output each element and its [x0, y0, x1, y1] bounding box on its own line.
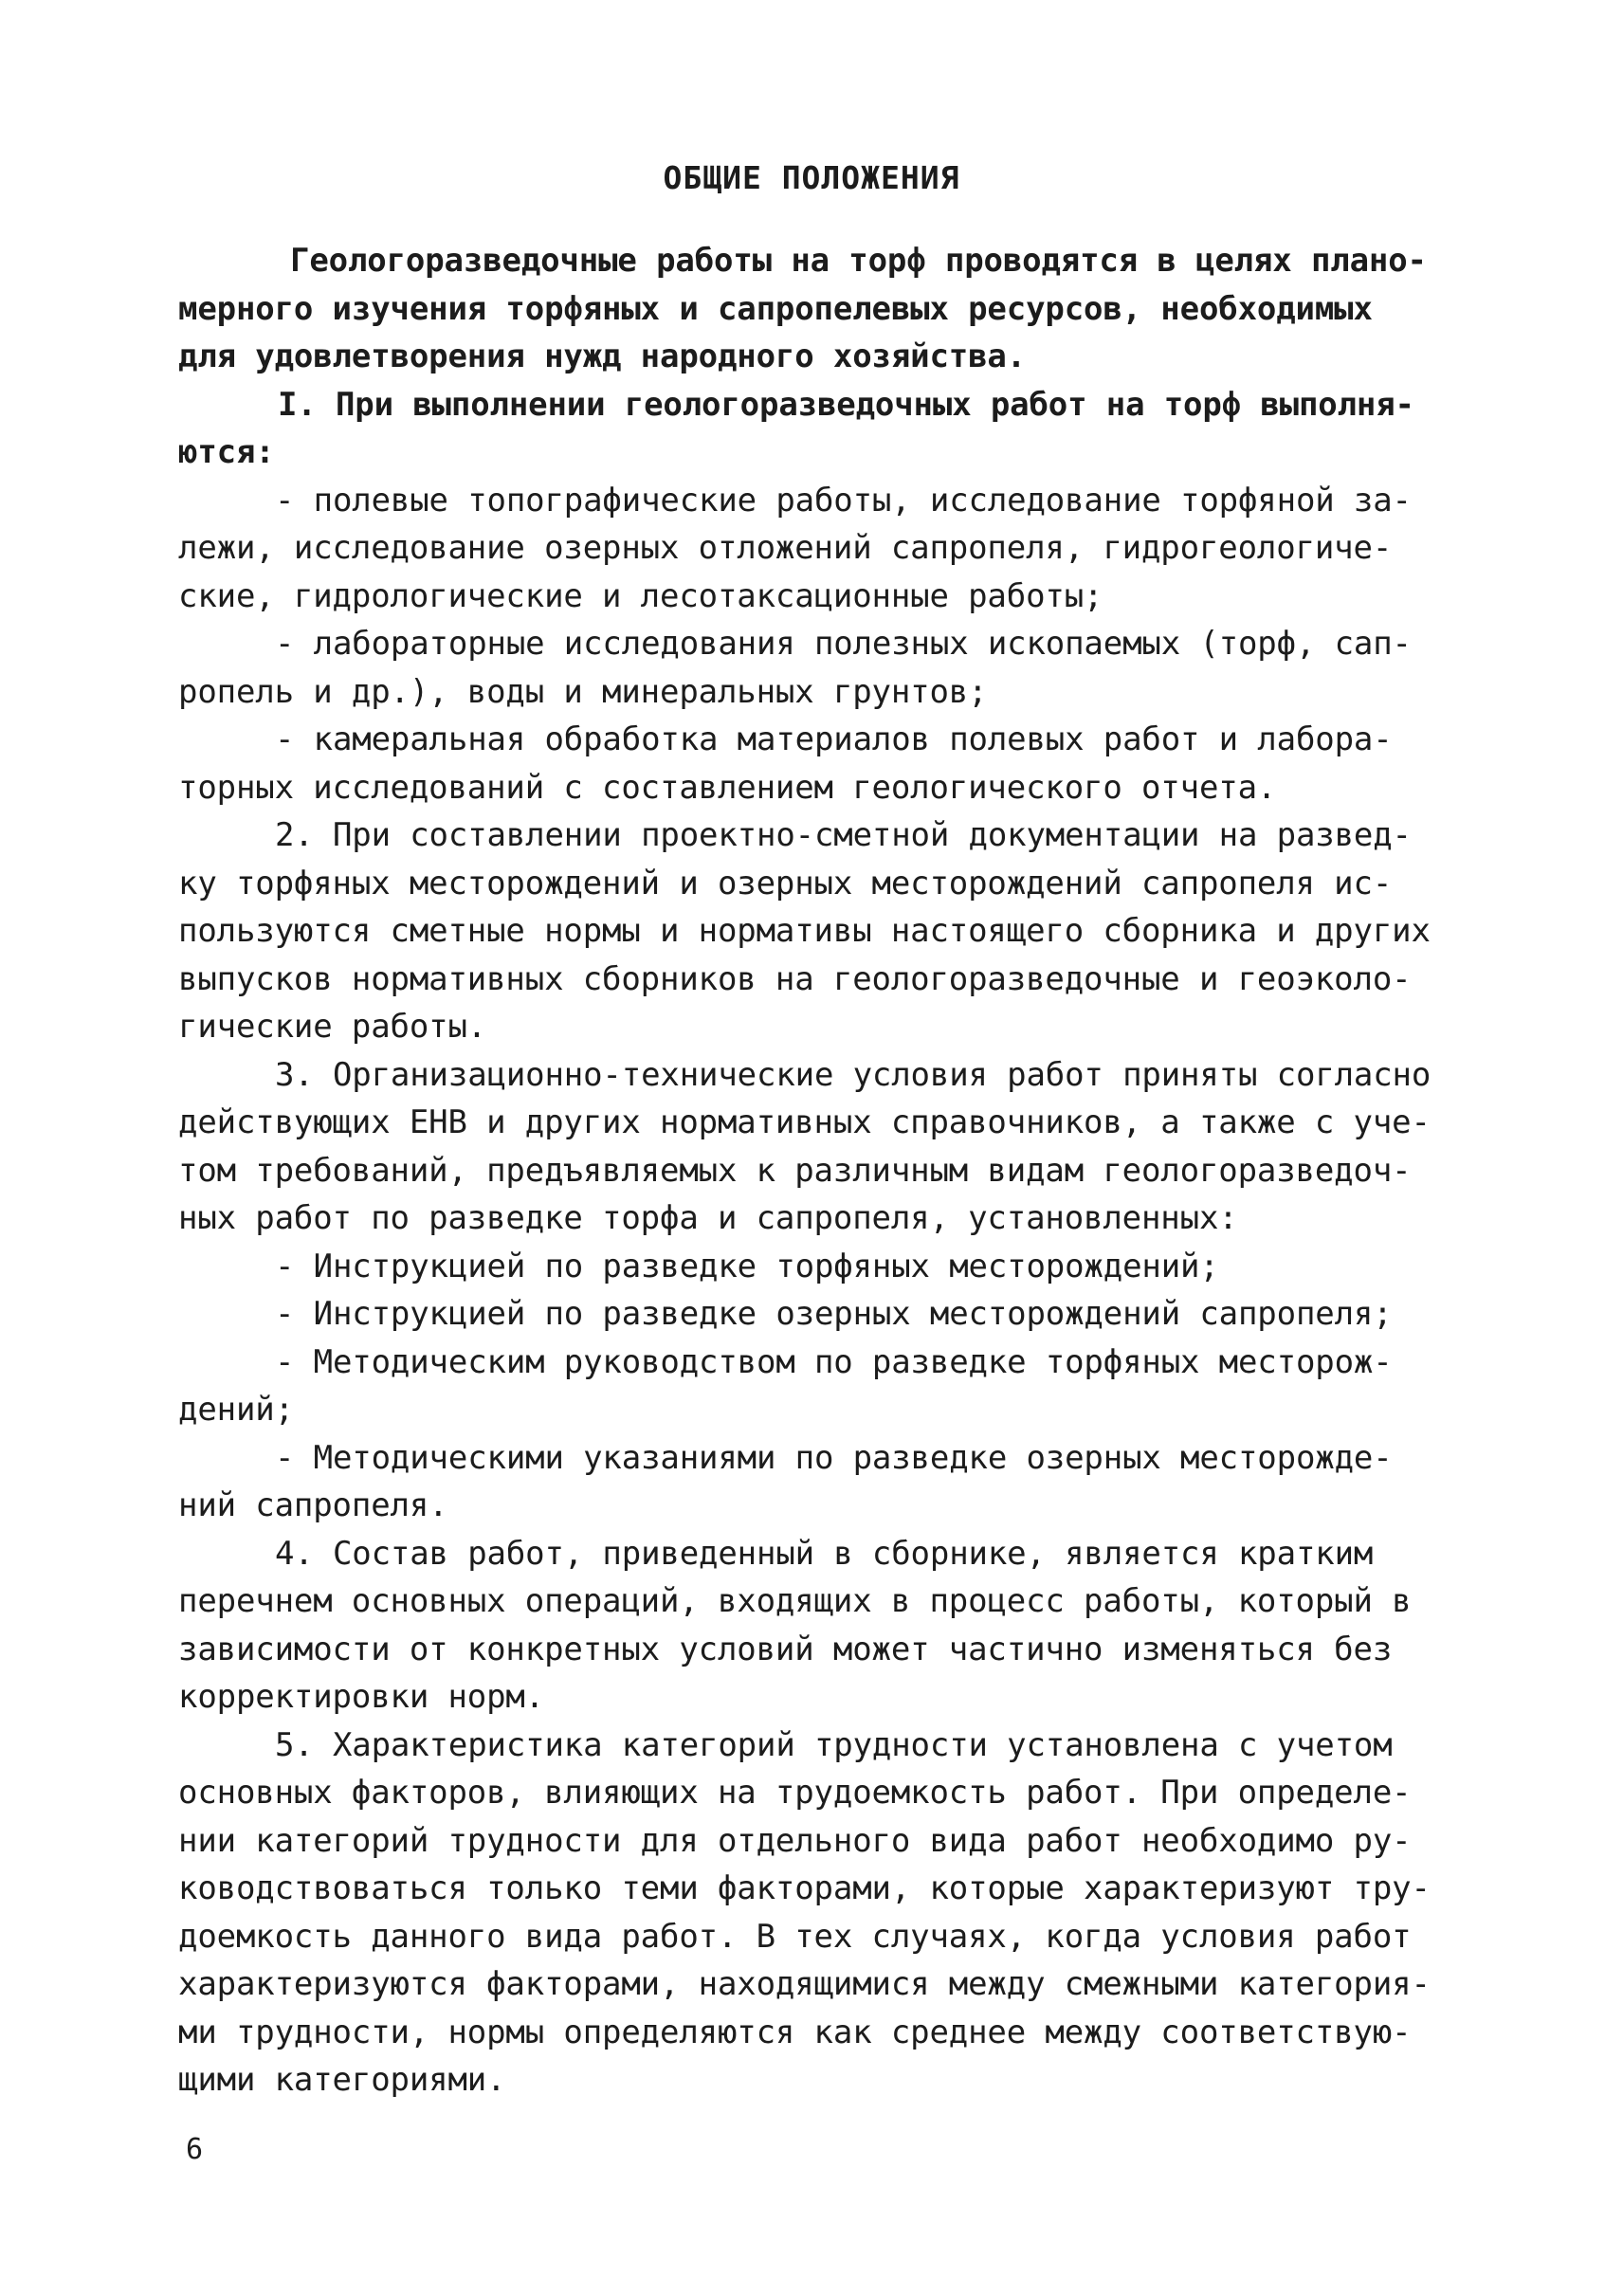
text-line: пользуются сметные нормы и нормативы настоящего сборника и других — [178, 912, 1431, 950]
text-line: - Методическим руководством по разведке торфяных месторож- — [275, 1342, 1393, 1381]
text-line: ку торфяных месторождений и озерных месторождений сапропеля ис- — [178, 864, 1393, 902]
text-line: ных работ по разведке торфа и сапропеля, установленных: — [178, 1199, 1238, 1237]
text-line: лежи, исследование озерных отложений сапропеля, гидрогеологиче- — [178, 529, 1393, 567]
text-line: Геологоразведочные работы на торф проводятся в целях плано- — [290, 242, 1427, 280]
text-line: выпусков нормативных сборников на геологоразведочные и геоэколо- — [178, 959, 1412, 998]
page-number: 6 — [186, 2133, 204, 2166]
text-line: 2. При составлении проектно-сметной документации на развед- — [275, 816, 1412, 854]
text-line: - Инструкцией по разведке торфяных месторождений; — [275, 1247, 1219, 1285]
text-line: для удовлетворения нужд народного хозяйства. — [178, 337, 1027, 375]
text-line: корректировки норм. — [178, 1678, 545, 1716]
text-line: ропель и др.), воды и минеральных грунтов; — [178, 672, 988, 711]
text-line: дений; — [178, 1391, 294, 1429]
text-line: 3. Организационно-технические условия работ приняты согласно — [275, 1055, 1432, 1094]
text-line: характеризуются факторами, находящимися между смежными категория- — [178, 1965, 1431, 2003]
text-line: ются: — [178, 433, 275, 471]
text-line: гические работы. — [178, 1008, 487, 1046]
text-line: ний сапропеля. — [178, 1486, 448, 1524]
text-line: перечнем основных операций, входящих в процесс работы, который в — [178, 1582, 1412, 1620]
text-line: 4. Состав работ, приведенный в сборнике, является кратким — [275, 1534, 1374, 1573]
text-line: действующих ЕНВ и других нормативных справочников, а также с уче- — [178, 1103, 1431, 1141]
text-line: основных факторов, влияющих на трудоемкость работ. При определе- — [178, 1774, 1412, 1812]
text-line: - лабораторные исследования полезных ископаемых (торф, сап- — [275, 625, 1412, 663]
text-line: мерного изучения торфяных и сапропелевых ресурсов, необходимых — [178, 289, 1373, 328]
text-line: ские, гидрологические и лесотаксационные работы; — [178, 576, 1103, 615]
text-line: том требований, предъявляемых к различным видам геологоразведоч- — [178, 1151, 1412, 1190]
text-line: I. При выполнении геологоразведочных работ на торф выполня- — [278, 385, 1414, 424]
page-title: ОБЩИЕ ПОЛОЖЕНИЯ — [663, 159, 960, 196]
text-line: нии категорий трудности для отдельного вида работ необходимо ру- — [178, 1821, 1412, 1860]
text-line: доемкость данного вида работ. В тех случаях, когда условия работ — [178, 1917, 1412, 1956]
text-line: щими категориями. — [178, 2061, 506, 2099]
text-line: - полевые топографические работы, исследование торфяной за- — [275, 481, 1412, 519]
text-line: ми трудности, нормы определяются как среднее между соответствую- — [178, 2013, 1412, 2051]
text-line: - Методическими указаниями по разведке озерных месторожде- — [275, 1438, 1393, 1477]
text-line: торных исследований с составлением геологического отчета. — [178, 768, 1277, 807]
body-text — [178, 237, 1477, 2105]
text-line: зависимости от конкретных условий может частично изменяться без — [178, 1630, 1393, 1668]
text-line: 5. Характеристика категорий трудности установлена с учетом — [275, 1725, 1393, 1764]
text-line: - Инструкцией по разведке озерных месторождений сапропеля; — [275, 1295, 1393, 1333]
text-line: ководствоваться только теми факторами, которые характеризуют тру- — [178, 1869, 1431, 1907]
text-line: - камеральная обработка материалов полевых работ и лабора- — [275, 720, 1393, 758]
